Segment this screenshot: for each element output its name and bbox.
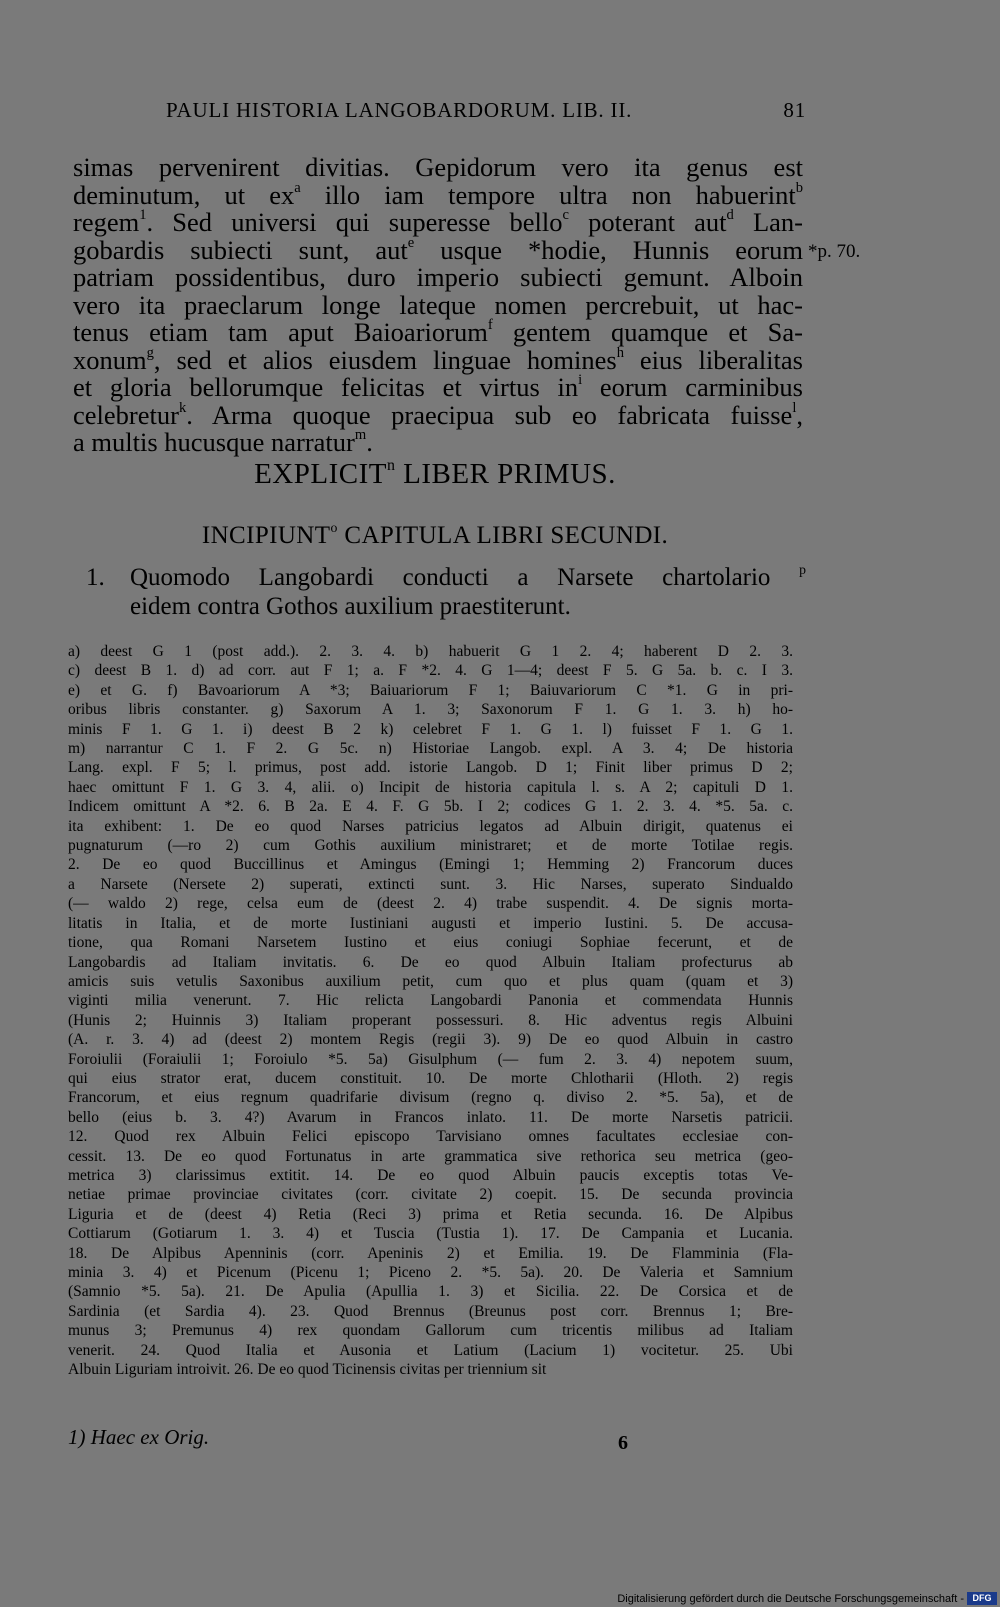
text-line: regem$^1$. Sed universi qui superesse bello$^c$ poterant aut$^d$ Lan- [73,207,803,237]
running-header [166,98,806,123]
text-line: celebretur$^k$. Arma quoque praecipua sub eo fabricata fuisse$^l$, [73,399,803,430]
note-line: tione, qua Romani Narsetem Iustino et eius coniugi Sophiae fecerunt, et de [68,934,793,952]
note-line: a) deest G 1 (post add.). 2. 3. 4. b) habuerit G 1 2. 4; haberent D 2. 3. [68,643,793,660]
explicit-heading: EXPLICIT$^n$ LIBER PRIMUS. [254,456,616,490]
note-line: munus 3; Premunus 4) rex quondam Gallorum cum tricentis milibus ad Italiam [68,1322,793,1340]
note-line: netiae primae provinciae civitates (corr. civitate 2) coepit. 15. De secunda provincia [68,1186,793,1204]
note-line: 18. De Alpibus Apenninis (corr. Apeninis 2) et Emilia. 19. De Flamminia (Fla- [68,1244,793,1262]
chapter-line: eidem contra Gothos auxilium praestiterunt. [130,593,571,620]
note-line: bello (eius b. 3. 4?) Avarum in Francos inlato. 11. De morte Narsetis patricii. [68,1108,793,1126]
text-line: a multis hucusque narratur$^m$. [73,427,373,457]
note-line: venerit. 24. Quod Italia et Ausonia et Latium (Lacium 1) vocitetur. 25. Ubi [68,1341,793,1359]
note-line: Cottiarum (Gotiarum 1. 3. 4) et Tuscia (Tustia 1). 17. De Campania et Lucania. [68,1225,793,1243]
text-line: gobardis subiecti sunt, aut$^e$ usque *hodie, Hunnis eorum [73,234,803,265]
note-line: oribus libris constanter. g) Saxorum A 1. 3; Saxonorum F 1. G 1. 3. h) ho- [68,701,793,719]
incipiunt-heading: INCIPIUNT$^o$ CAPITULA LIBRI SECUNDI. [201,519,669,549]
main-text [73,154,803,457]
note-line: Liguria et de (deest 4) Retia (Reci 3) prima et Retia secunda. 16. De Alpibus [68,1205,793,1223]
note-line: pugnaturum (—ro 2) cum Gothis auxilium ministraret; et de morte Totilae regis. [68,837,793,855]
signature-mark: 6 [618,1432,628,1454]
note-line: amicis suis vetulis Saxonibus auxilium petit, cum quo et plus quam (quam et 3) [68,972,793,990]
note-line: c) deest B 1. d) ad corr. aut F 1; a. F *2. 4. G 1—4; deest F 5. G 5a. b. c. I 3. [68,662,793,680]
note-line: minia 3. 4) et Picenum (Picenu 1; Piceno 2. *5. 5a). 20. De Valeria et Samnium [68,1264,793,1281]
note-line: Langobardis ad Italiam invitatis. 6. De eo quod Albuin Italiam profecturus ab [68,953,793,971]
note-line: 2. De eo quod Buccillinus et Amingus (Emingi 1; Hemming 2) Francorum duces [68,856,793,874]
text-line: vero ita praeclarum longe lateque nomen percrebuit, ut hac- [73,289,803,320]
note-line: metrica 3) clarissimus extitit. 14. De eo quod Albuin paucis exceptis totas Ve- [68,1166,793,1184]
note-line: (A. r. 3. 4) ad (deest 2) montem Regis (regii 3). 9) De eo quod Albuin in castro [68,1031,793,1049]
note-line: Sardinia (et Sardia 4). 23. Quod Brennus (Breunus post corr. Brennus 1; Bre- [68,1302,793,1320]
chapter-line: Quomodo Langobardi conducti a Narsete chartolario $^p$ [130,561,806,591]
note-line: Foroiulii (Foraiulii 1; Foroiulo *5. 5a) Gisulphum (— fum 2. 3. 4) nepotem suum, [68,1050,793,1068]
note-line: litatis in Italia, et de morte Iustiniani augusti et imperio Iustini. 5. De accusa- [68,914,793,932]
note-line: Lang. expl. F 5; l. primus, post add. istorie Langob. D 1; Finit liber primus D 2; [68,759,793,777]
chapter-number: 1. [86,564,105,591]
note-line: e) et G. f) Bavoariorum A *3; Baiuariorum F 1; Baiuvariorum C *1. G in pri- [68,681,793,699]
text-line: patriam possidentibus, duro imperio subiecti gemunt. Alboin [73,262,803,292]
note-line: m) narrantur C 1. F 2. G 5c. n) Historiae Langob. expl. A 3. 4; De historia [68,740,793,758]
note-line: a Narsete (Nersete 2) superati, extincti sunt. 3. Hic Narses, superato Sindualdo [68,875,793,893]
note-line: cessit. 13. De eo quod Fortunatus in arte grammatica sive rethorica seu metrica (geo- [68,1147,793,1165]
note-line: Indicem omittunt A *2. 6. B 2a. E 4. F. G 5b. I 2; codices G 1. 2. 3. 4. *5. 5a. c. [68,798,793,816]
page-number: 81 [783,98,806,122]
dfg-logo: DFG [967,1592,997,1605]
digitization-credit: Digitalisierung gefördert durch die Deutsche Forschungsgemeinschaft - [617,1593,964,1605]
text-line: et gloria bellorumque felicitas et virtus $in^i$ eorum carminibus [73,372,803,402]
note-line: (Samnio *5. 5a). 21. De Apulia (Apullia 1. 3) et Sicilia. 22. De Corsica et de [68,1283,793,1301]
note-line: haec omittunt F 1. G 3. 4, alii. o) Incipit de historia capitula l. s. A 2; capituli D 1. [68,778,793,796]
note-line: (— waldo 2) rege, celsa eum de (deest 2. 4) trabe suspendit. 4. De signis morta- [68,895,793,913]
critical-apparatus [68,642,793,1379]
note-line: (Hunis 2; Huinnis 3) Italiam properant possessuri. 8. Hic adventus regis Albuini [68,1011,793,1029]
note-line: 12. Quod rex Albuin Felici episcopo Tarvisiano omnes facultates ecclesiae con- [68,1128,793,1146]
note-line: viginti milia venerunt. 7. Hic relicta Langobardi Panonia et commendata Hunnis [68,992,793,1010]
text-line: xonum$^g$, sed et alios eiusdem linguae homines$^h$ eius liberalitas [73,344,803,375]
chapter-1-entry [86,563,806,621]
text-line: simas pervenirent divitias. Gepidorum vero ita genus est [73,152,803,182]
footnote: 1) Haec ex Orig. [68,1425,210,1449]
running-header-title: PAULI HISTORIA LANGOBARDORUM. LIB. II. [166,98,633,122]
text-line: tenus etiam tam aput Baioariorum$^f$ gentem quamque et Sa- [73,317,803,347]
note-line: ita exhibent: 1. De eo quod Narses patricius legatos ad Albuin dirigit, quatenus ei [68,817,793,835]
text-line: deminutum, ut $ex^a$ illo iam tempore ultra non habuerint$^b$ [73,179,803,210]
note-line: Albuin Liguriam introivit. 26. De eo quod Ticinensis civitas per triennium sit [68,1361,547,1379]
note-line: qui eius strator erat, ducem constituit. 10. De morte Chlotharii (Hloth. 2) regis [68,1069,793,1087]
note-line: minis F 1. G 1. i) deest B 2 k) celebret F 1. G 1. l) fuisset F 1. G 1. [68,720,793,738]
margin-note: *p. 70. [808,241,861,262]
note-line: Francorum, et eius regnum quadrifarie divisum (regno q. diviso 2. *5. 5a), et de [68,1089,793,1107]
